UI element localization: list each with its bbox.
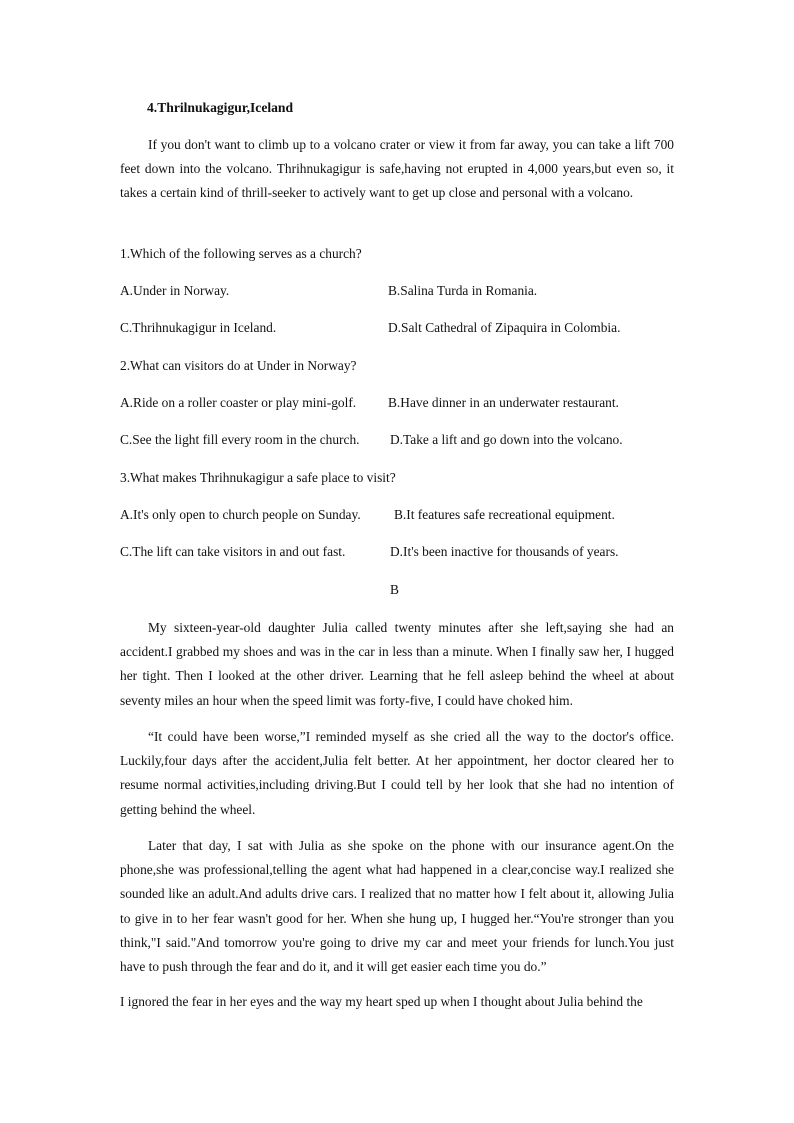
section-heading: 4.Thrilnukagigur,Iceland bbox=[147, 100, 294, 115]
section-paragraph: If you don't want to climb up to a volcano crater or view it from far away, you can take a lift 700 feet down into the volcano. Thrihnukagigur is safe,having not erupted in 4,000 years,but even so, it takes a certain kind of thrill-seeker to actively want to get up close and personal with a volcano. bbox=[120, 137, 674, 201]
passage-label: B bbox=[390, 582, 399, 597]
question-1-option-d: D.Salt Cathedral of Zipaquira in Colombia. bbox=[388, 320, 621, 335]
question-1-option-b: B.Salina Turda in Romania. bbox=[388, 283, 538, 298]
question-3-option-c: C.The lift can take visitors in and out fast. bbox=[120, 544, 346, 559]
question-3-stem: 3.What makes Thrihnukagigur a safe place to visit? bbox=[120, 470, 396, 485]
question-1-option-a: A.Under in Norway. bbox=[120, 283, 230, 298]
passage-paragraph-2: “It could have been worse,”I reminded myself as she cried all the way to the doctor's office. Luckily,four days after the accident,Julia felt better. At her appointment, her doctor cleared her to resume normal activities,including driving.But I could tell by her look that she had no intention of getting behind the wheel. bbox=[120, 729, 674, 817]
question-2-option-b: B.Have dinner in an underwater restaurant. bbox=[388, 395, 619, 410]
question-1-stem: 1.Which of the following serves as a church? bbox=[120, 246, 362, 261]
question-2-stem: 2.What can visitors do at Under in Norway? bbox=[120, 358, 357, 373]
question-2-option-c: C.See the light fill every room in the church. bbox=[120, 432, 360, 447]
question-3-option-d: D.It's been inactive for thousands of years. bbox=[390, 544, 619, 559]
question-3-option-a: A.It's only open to church people on Sunday. bbox=[120, 507, 361, 522]
question-2-option-a: A.Ride on a roller coaster or play mini-golf. bbox=[120, 395, 357, 410]
passage-paragraph-3: Later that day, I sat with Julia as she spoke on the phone with our insurance agent.On the phone,she was professional,telling the agent what had happened in a clear,concise way.I realized she sounded like an adult.And adults drive cars. I realized that no matter how I felt about it, allowing Julia to give in to her fear wasn't good for her. When she hung up, I hugged her.“You're stronger than you think,"I said."And tomorrow you're going to drive my car and meet your friends for lunch.You just have to push through the fear and do it, and it will get easier each time you do.” bbox=[120, 838, 674, 975]
passage-paragraph-1: My sixteen-year-old daughter Julia called twenty minutes after she left,saying she had an accident.I grabbed my shoes and was in the car in less than a minute. When I finally saw her, I hugged her tight. Then I looked at the other driver. Learning that he fell asleep behind the wheel at about seventy miles an hour when the speed limit was forty-five, I could have choked him. bbox=[120, 620, 674, 708]
passage-paragraph-4: I ignored the fear in her eyes and the way my heart sped up when I thought about Julia behind the bbox=[120, 994, 643, 1009]
question-1-option-c: C.Thrihnukagigur in Iceland. bbox=[120, 320, 277, 335]
question-2-option-d: D.Take a lift and go down into the volcano. bbox=[390, 432, 623, 447]
question-3-option-b: B.It features safe recreational equipment. bbox=[394, 507, 615, 522]
